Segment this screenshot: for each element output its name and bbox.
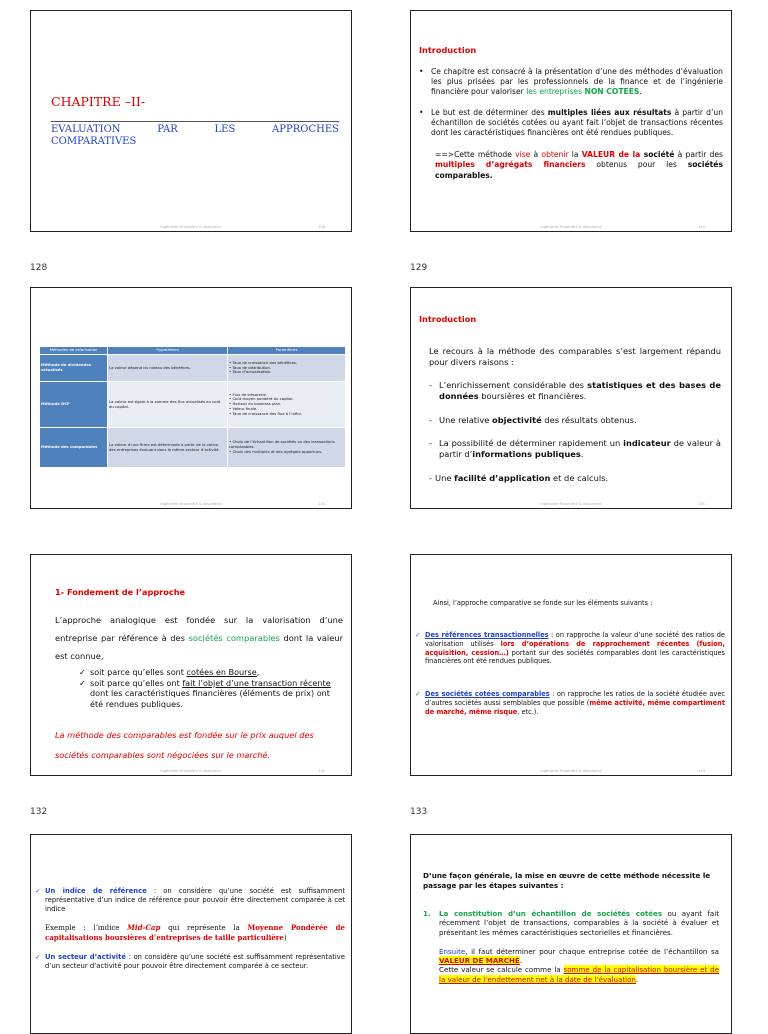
- bullet-item: • Le but est de déterminer des multiples liées aux résultats à partir d’un échantillon de sociétés cotées ou ayant fait l’objet de transactions récentes dont les caractéristiques financières ont été rendues publiques.: [419, 107, 724, 138]
- page-number: 129: [410, 263, 428, 273]
- slide-intro: Ainsi, l’approche comparative se fonde sur les éléments suivants :: [433, 599, 653, 607]
- slide-134: [30, 834, 352, 1034]
- list-item: - Une facilité d’application et de calculs.: [429, 472, 609, 483]
- parameter-item: • Valeur finale.: [229, 405, 258, 411]
- table-header: Méthodes de valorisation: [40, 347, 108, 355]
- page-number: 128: [30, 263, 48, 273]
- slide-131: Introduction Le recours à la méthode des comparables s’est largement répandu pour divers raisons : - L’enrichissement considérable des statistiques et des bases de données boursières et financières. - Une relative objectivité des résultats obtenus. - La possibilité de déterminer rapidement un indicateur de valeur à partir d’informations publiques. - Une facilité d’application et de calculs. Ingénierie Financière & Assurance 131: [410, 287, 732, 509]
- slide-135: [410, 834, 732, 1034]
- parameter-item: • Flux de trésorerie.: [229, 391, 268, 397]
- slide-title: Introduction: [419, 45, 477, 55]
- slide-body: [35, 887, 345, 971]
- slide-132: 1- Fondement de l’approche L’approche analogique est fondée sur la valorisation d’une entreprise par référence à des sociétés comparables dont la valeur est connue, ✓ soit parce qu’elles sont cotées en Bourse, ✓ soit parce qu’elles ont fait l’objet d’une transaction récente dont les caractéristiques financières (éléments de prix) ont été rendues publiques. La méthode des comparables est fondée sur le prix auquel des sociétés comparables sont négociées sur le marché. Ingénierie Financière & Assurance 132: [30, 554, 352, 776]
- table-row: Méthode des comparables La valeur d’une firme est déterminée à partir de la valeur des entreprises évoluant dans le même secteur d’activité. • Choix de l’échantillon de sociétés ou des transactions comparables. • Choix des multiples et des agrégats opportuns.: [40, 428, 346, 468]
- slide-133: Ainsi, l’approche comparative se fonde sur les éléments suivants : ✓ Des références transactionnelles : on rapproche la valeur d’une société des ratios de valorisation utilisés lors d’opérations de rapprochement récentes (fusion, acquisition, cession…) portant sur des sociétés comparables dont les caractéristiques financières ont été rendues publiques. ✓ Des sociétés cotées comparables : on rapproche les ratios de la société étudiée avec d’autres sociétés aussi semblables que possible (même activité, même compartiment de marché, même risque, etc.). Ingénierie Financière & Assurance 133: [410, 554, 732, 776]
- slide-body: [415, 631, 725, 717]
- slide-130: Méthodes de valorisation Hypothèses Paramètres Méthode de dividendes actualisés La valeur dépend du niveau des bénéfices. • Taux de croissance des bénéfices. • Taux de distribution. • Taux d’actualisation. Méthode DCF La valeur est égale à la somme des flux actualisés au coût du capital. • Flux de trésorerie. • Coût moyen pondéré du capital. • Horizon du business plan. • Valeur finale. • Taux de croissance des flux à l’infini. Méthode des comparables La valeur d’une firme est déterminée à partir de la valeur des entreprises évoluant dans le même secteur d’activité. • Choix de l’échantillon de sociétés ou des transactions comparables. • Choix des multiples et des agrégats opportuns. Ingénierie Financière & Assurance 130: [30, 287, 352, 509]
- list-item: - Une relative objectivité des résultats obtenus.: [429, 414, 637, 425]
- table-row: Méthode DCF La valeur est égale à la somme des flux actualisés au coût du capital. • Flux de trésorerie. • Coût moyen pondéré du capital. • Horizon du business plan. • Valeur finale. • Taux de croissance des flux à l’infini.: [40, 382, 346, 428]
- slide-body: [419, 67, 723, 181]
- chapter-subtitle: EVALUATION PAR LES APPROCHES COMPARATIVES: [51, 124, 339, 147]
- parameter-item: • Taux de croissance des flux à l’infini.: [229, 410, 303, 416]
- table-header: Hypothèses: [108, 347, 228, 355]
- table-row: Méthode de dividendes actualisés La valeur dépend du niveau des bénéfices. • Taux de croissance des bénéfices. • Taux de distribution. • Taux d’actualisation.: [40, 355, 346, 382]
- bullet-item: • Ce chapitre est consacré à la présentation d’une des méthodes d’évaluation les plus prisées par les professionnels de la finance et de l’ingénierie financière pour valoriser les entreprises NON COTEES.: [419, 67, 723, 97]
- slide-body: L’approche analogique est fondée sur la valorisation d’une entreprise par référence à des sociétés comparables dont la valeur est connue,: [55, 615, 343, 661]
- valuation-methods-table: [39, 346, 346, 468]
- emphasis-text: La méthode des comparables est fondée sur le prix auquel des sociétés comparables sont négociées sur le marché.: [55, 730, 314, 760]
- slide-heading: D’une façon générale, la mise en œuvre de cette méthode nécessite le passage par les étapes suivantes :: [423, 871, 711, 890]
- list-item: ✓ soit parce qu’elles ont fait l’objet d’une transaction récente dont les caractéristiques financières (éléments de prix) ont été rendues publiques.: [79, 677, 331, 709]
- parameter-item: • Coût moyen pondéré du capital.: [229, 396, 294, 402]
- list-item: - La possibilité de déterminer rapidement un indicateur de valeur à partir d’informations publiques.: [429, 438, 721, 460]
- page-number: 133: [410, 807, 428, 817]
- conclusion-text: ==>Cette méthode vise à obtenir la VALEUR de la société à partir des multiples d’agrégats financiers obtenus pour les sociétés comparables.: [435, 150, 723, 180]
- parameter-item: • Taux d’actualisation.: [229, 369, 272, 375]
- title-rule: [51, 121, 339, 122]
- list-item: ✓ Des sociétés cotées comparables : on rapproche les ratios de la société étudiée avec d’autres sociétés aussi semblables que possible (même activité, même compartiment de marché, même risque, etc.).: [415, 690, 725, 716]
- slide-129: Introduction • Ce chapitre est consacré à la présentation d’une des méthodes d’évaluation les plus prisées par les professionnels de la finance et de l’ingénierie financière pour valoriser les entreprises NON COTEES. • Le but est de déterminer des multiples liées aux résultats à partir d’un échantillon de sociétés cotées ou ayant fait l’objet de transactions récentes dont les caractéristiques financières ont été rendues publiques. ==>Cette méthode vise à obtenir la VALEUR de la société à partir des multiples d’agrégats financiers obtenus pour les sociétés comparables. Ingénierie Financière & Assurance 129: [410, 10, 732, 232]
- parameter-item: • Choix de l’échantillon de sociétés ou des transactions comparables.: [229, 439, 335, 450]
- slide-128: CHAPITRE –II- EVALUATION PAR LES APPROCHES COMPARATIVES Ingénierie Financière & Assurance 128: [30, 10, 352, 232]
- parameter-item: • Taux de distribution.: [229, 364, 272, 370]
- slide-body: Le recours à la méthode des comparables s’est largement répandu pour divers raisons : - L’enrichissement considérable des statistiques et des bases de données boursières et financières. - Une relative objectivité des résultats obtenus. - La possibilité de déterminer rapidement un indicateur de valeur à partir d’informations publiques. - Une facilité d’application et de calculs.: [429, 346, 722, 483]
- parameter-item: • Horizon du business plan.: [229, 401, 282, 407]
- slide-title: 1- Fondement de l’approche: [55, 587, 186, 597]
- chapter-title: CHAPITRE –II-: [51, 94, 146, 109]
- parameter-item: • Taux de croissance des bénéfices.: [229, 359, 297, 365]
- table-header: Paramètres: [228, 347, 346, 355]
- page-number: 132: [30, 807, 48, 817]
- list-item: ✓ soit parce qu’elles sont cotées en Bourse,: [79, 667, 260, 677]
- list-item: ✓ Un secteur d’activité : on considère qu’une société est suffisamment représentative d’un secteur d’activité pour pouvoir être directement comparée à ce secteur.: [35, 952, 345, 970]
- checklist: [79, 667, 341, 709]
- list-item: 1. La constitution d’un échantillon de sociétés cotées ou ayant fait récemment l’objet de transactions, comparables à la société à évaluer et présentant les mêmes caractéristiques sectorielles et financières.: [423, 909, 720, 937]
- list-item: ✓ Des références transactionnelles : on rapproche la valeur d’une société des ratios de valorisation utilisés lors d’opérations de rapprochement récentes (fusion, acquisition, cession…) portant sur des sociétés comparables dont les caractéristiques financières ont été rendues publiques.: [415, 631, 725, 666]
- example-text: Exemple : l’indice Mid-Cap qui représente la Moyenne Pondérée de capitalisations boursières d’entreprises de taille particulière): [45, 922, 345, 943]
- list-item: - L’enrichissement considérable des statistiques et des bases de données boursières et financières.: [429, 379, 722, 402]
- list-item: ✓ Un indice de référence : on considère qu’une société est suffisamment représentative d’un indice de référence pour pouvoir être directement comparée à cet indice: [35, 887, 345, 913]
- slide-body: 1. La constitution d’un échantillon de sociétés cotées ou ayant fait récemment l’objet de transactions, comparables à la société à évaluer et présentant les mêmes caractéristiques sectorielles et financières. Ensuite, il faut déterminer pour chaque entreprise cotée de l’échantillon sa VALEUR DE MARCHÉ. Cette valeur se calcule comme la somme de la capitalisation boursière et de la valeur de l’endettement net à la date de l’évaluation.: [423, 909, 720, 984]
- parameter-item: • Choix des multiples et des agrégats opportuns.: [229, 448, 323, 454]
- slide-title: Introduction: [419, 314, 477, 324]
